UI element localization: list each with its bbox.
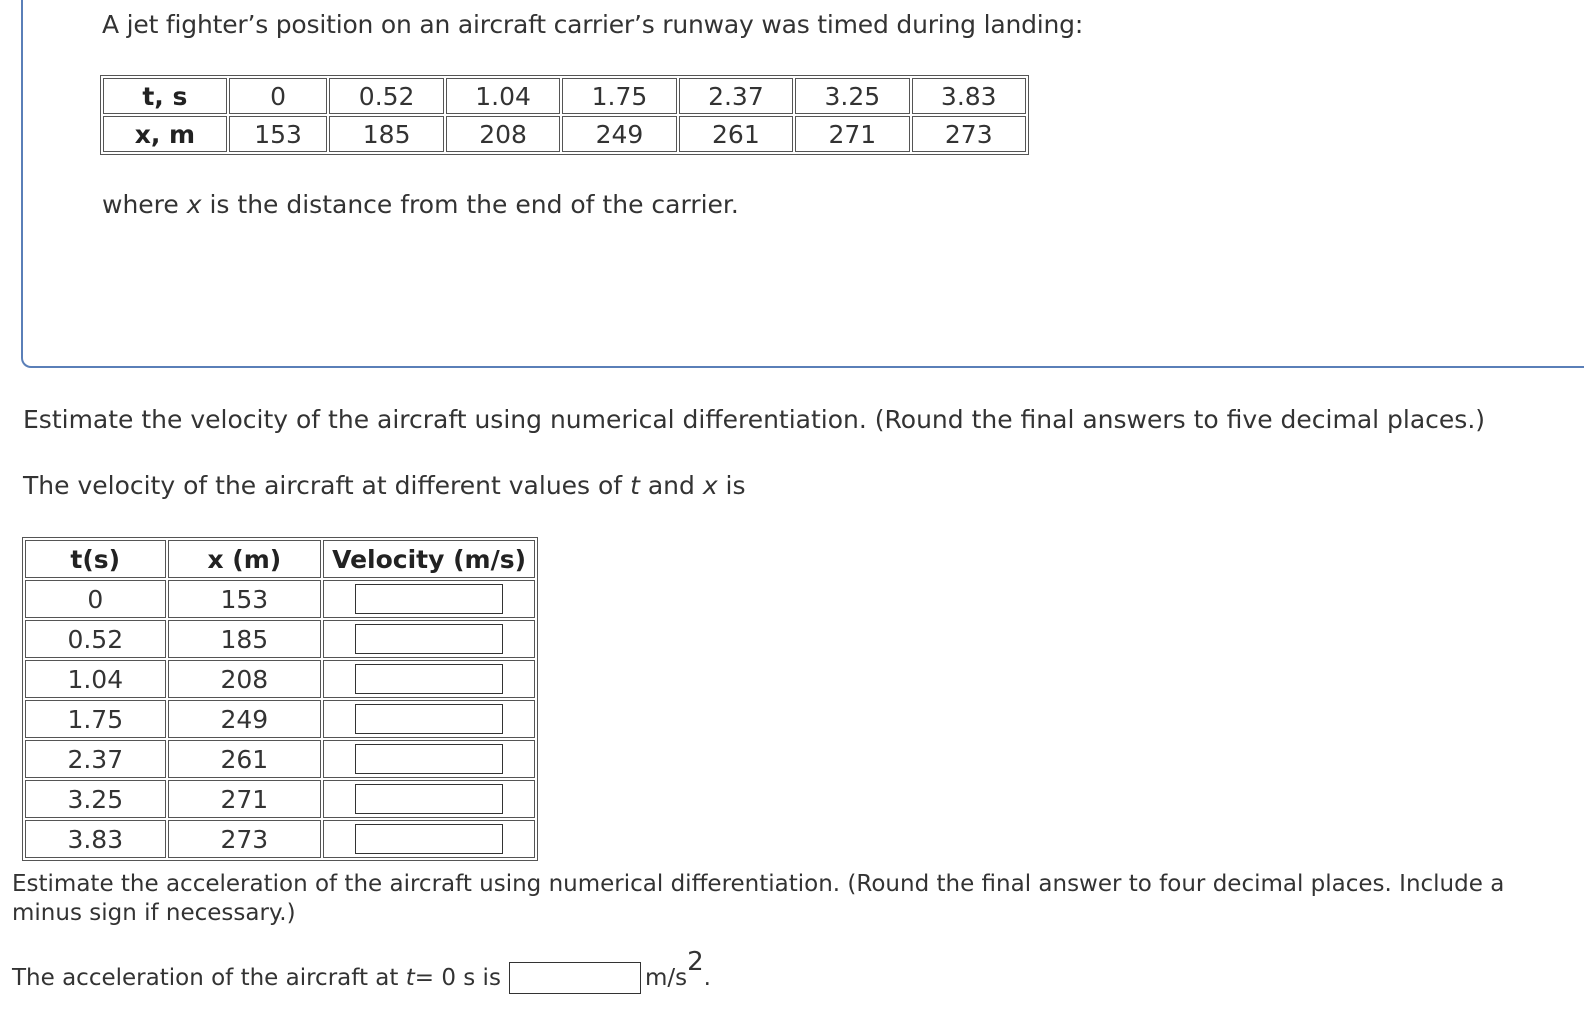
position-cell: 185 [329, 116, 443, 152]
acceleration-unit: $m/s^2$. [644, 947, 711, 991]
time-cell: 2.37 [25, 740, 166, 778]
table-row [25, 580, 535, 618]
velocity-input[interactable] [355, 704, 503, 734]
header-velocity: Velocity (m/s) [323, 540, 535, 578]
position-cell: 249 [168, 700, 322, 738]
time-cell: 2.37 [679, 78, 793, 114]
position-cell: 271 [795, 116, 909, 152]
velocity-input[interactable] [355, 824, 503, 854]
position-data-table [100, 75, 1029, 155]
acceleration-question: Estimate the acceleration of the aircraft using numerical differentiation. (Round the final answer to four decimal places. Include a minus sign if necessary.) [12, 871, 1505, 926]
velocity-input[interactable] [355, 784, 503, 814]
variable-t: t [405, 965, 415, 991]
time-cell: 3.25 [25, 780, 166, 818]
velocity-table-header-row [25, 540, 535, 578]
table-row [25, 620, 535, 658]
time-cell: 0 [25, 580, 166, 618]
position-cell: 153 [168, 580, 322, 618]
table-row [25, 780, 535, 818]
position-row [103, 116, 1026, 152]
velocity-input[interactable] [355, 584, 503, 614]
variable-t: t [630, 471, 640, 500]
velocity-answer-table [22, 537, 538, 861]
position-cell: 261 [679, 116, 793, 152]
acceleration-answer-line: The acceleration of the aircraft at t = 0 s is $m/s^2$. [12, 962, 711, 994]
time-row-header: t, s [103, 78, 227, 114]
table-row [25, 820, 535, 858]
time-cell: 1.04 [446, 78, 560, 114]
velocity-input[interactable] [355, 624, 503, 654]
position-cell: 185 [168, 620, 322, 658]
time-row [103, 78, 1026, 114]
position-row-header: x, m [103, 116, 227, 152]
time-cell: 3.83 [912, 78, 1026, 114]
position-cell: 271 [168, 780, 322, 818]
position-cell: 273 [912, 116, 1026, 152]
velocity-input[interactable] [355, 664, 503, 694]
position-cell: 261 [168, 740, 322, 778]
time-cell: 3.83 [25, 820, 166, 858]
velocity-input[interactable] [355, 744, 503, 774]
position-cell: 249 [562, 116, 676, 152]
time-cell: 0 [229, 78, 328, 114]
variable-x: x [186, 190, 202, 219]
time-cell: 1.04 [25, 660, 166, 698]
position-cell: 153 [229, 116, 328, 152]
position-cell: 208 [446, 116, 560, 152]
problem-intro: A jet fighter’s position on an aircraft carrier’s runway was timed during landing: [102, 10, 1084, 39]
acceleration-input[interactable] [509, 962, 641, 994]
table-row [25, 740, 535, 778]
time-cell: 1.75 [25, 700, 166, 738]
position-cell: 273 [168, 820, 322, 858]
table-row [25, 660, 535, 698]
time-cell: 0.52 [329, 78, 443, 114]
time-cell: 0.52 [25, 620, 166, 658]
variable-x: x [702, 471, 718, 500]
time-cell: 3.25 [795, 78, 909, 114]
problem-statement-box [21, 0, 1584, 368]
variable-definition: where x is the distance from the end of the carrier. [102, 190, 739, 219]
table-row [25, 700, 535, 738]
velocity-question: Estimate the velocity of the aircraft using numerical differentiation. (Round the final answers to five decimal places.) [23, 405, 1486, 434]
velocity-table-intro: The velocity of the aircraft at different values of t and x is [23, 471, 746, 500]
time-cell: 1.75 [562, 78, 676, 114]
header-time: t(s) [25, 540, 166, 578]
position-cell: 208 [168, 660, 322, 698]
header-position: x (m) [168, 540, 322, 578]
